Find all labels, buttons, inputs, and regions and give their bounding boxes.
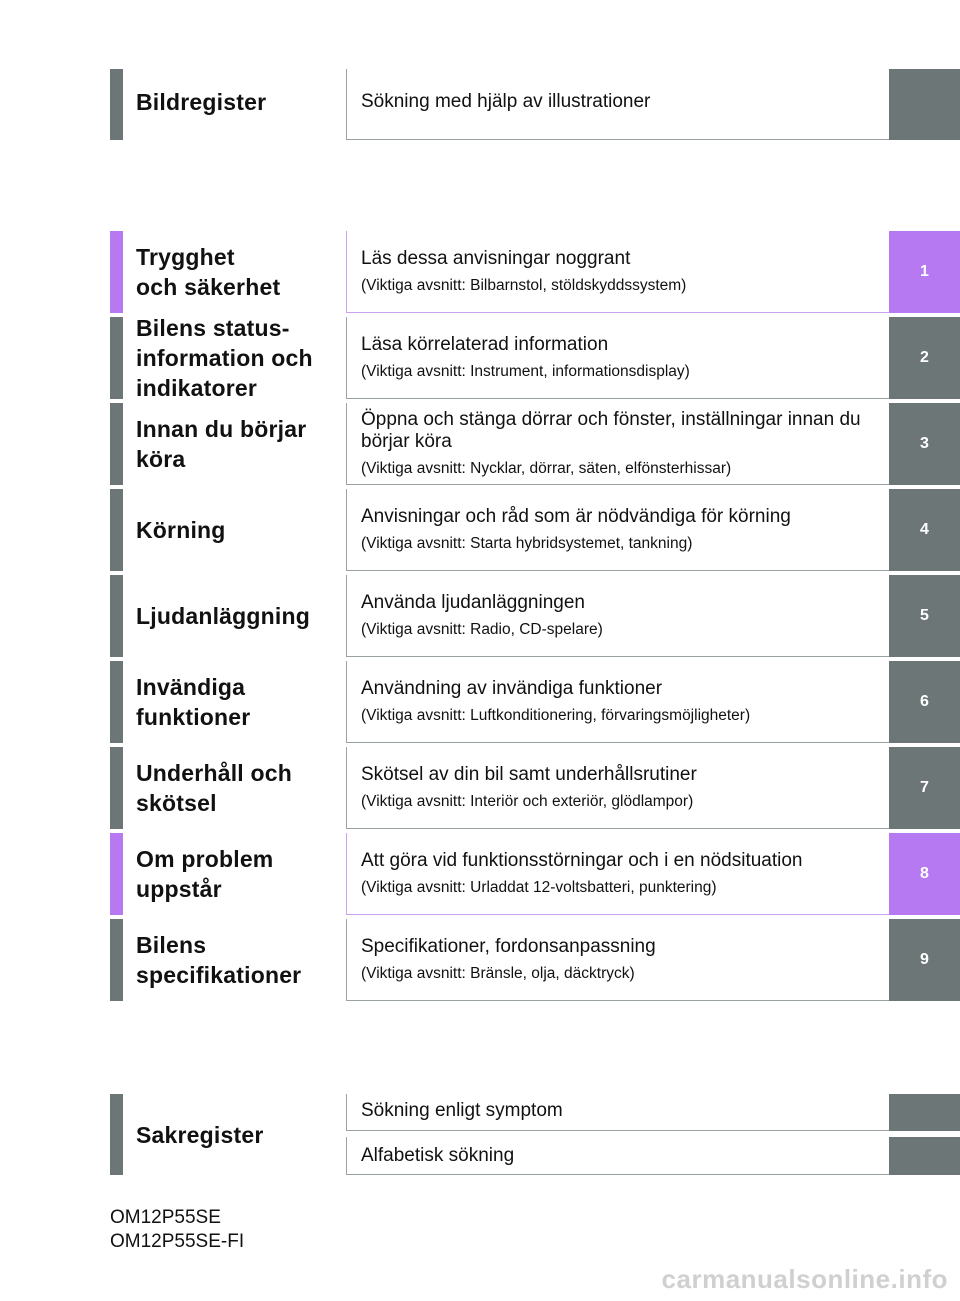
row-accent-bar — [110, 69, 123, 140]
chapter-main-text: Öppna och stänga dörrar och fönster, inställningar innan du börjar köra — [361, 408, 861, 452]
chapter-key-sections: (Viktiga avsnitt: Instrument, informationsdisplay) — [361, 362, 690, 380]
chapter-row-4[interactable] — [0, 489, 960, 571]
chapter-row-2[interactable] — [0, 317, 960, 399]
chapter-description-cell — [346, 489, 889, 571]
symptom-search-link[interactable]: Sökning enligt symptom — [346, 1094, 889, 1131]
chapter-title: Trygghet och säkerhet — [136, 244, 281, 300]
chapter-description-cell — [346, 231, 889, 313]
chapter-row-1[interactable] — [0, 231, 960, 313]
row-accent-bar — [110, 403, 123, 485]
document-codes — [110, 1206, 244, 1254]
chapter-main-text: Specifikationer, fordonsanpassning — [361, 935, 656, 957]
chapter-tab[interactable]: 6 — [889, 661, 960, 743]
chapter-key-sections: (Viktiga avsnitt: Urladdat 12-voltsbatteri, punktering) — [361, 878, 717, 896]
picture-index-title: Bildregister — [136, 89, 267, 115]
chapter-main-text: Läs dessa anvisningar noggrant — [361, 247, 631, 269]
chapter-title: Innan du börjar köra — [136, 416, 307, 472]
chapter-description-cell — [346, 919, 889, 1001]
chapter-key-sections: (Viktiga avsnitt: Bränsle, olja, däcktryck) — [361, 964, 635, 982]
document-code-secondary: OM12P55SE-FI — [110, 1231, 245, 1252]
chapter-key-sections: (Viktiga avsnitt: Bilbarnstol, stöldskyddssystem) — [361, 276, 687, 294]
chapter-tab[interactable]: 4 — [889, 489, 960, 571]
row-accent-bar — [110, 747, 123, 829]
row-accent-bar — [110, 575, 123, 657]
chapter-key-sections: (Viktiga avsnitt: Interiör och exteriör, glödlampor) — [361, 792, 694, 810]
chapter-description-cell — [346, 833, 889, 915]
chapter-main-text: Skötsel av din bil samt underhållsrutiner — [361, 763, 697, 785]
alphabetical-search-link[interactable]: Alfabetisk sökning — [346, 1137, 889, 1175]
watermark: carmanualsonline.info — [661, 1264, 948, 1294]
chapter-key-sections: (Viktiga avsnitt: Nycklar, dörrar, säten, elfönsterhissar) — [361, 459, 732, 477]
chapter-description-cell — [346, 403, 889, 485]
picture-index-description-cell — [346, 69, 889, 140]
symptom-search-tab[interactable] — [889, 1094, 960, 1131]
chapter-tab[interactable]: 3 — [889, 403, 960, 485]
document-code-primary: OM12P55SE — [110, 1207, 221, 1228]
chapter-row-8[interactable] — [0, 833, 960, 915]
chapter-title: Om problem uppstår — [136, 846, 274, 902]
chapter-description-cell — [346, 661, 889, 743]
row-accent-bar — [110, 919, 123, 1001]
picture-index-tab[interactable] — [889, 69, 960, 140]
chapter-main-text: Att göra vid funktionsstörningar och i en nödsituation — [361, 849, 803, 871]
chapter-key-sections: (Viktiga avsnitt: Luftkonditionering, förvaringsmöjligheter) — [361, 706, 751, 724]
chapter-description-cell — [346, 317, 889, 399]
picture-index-description: Sökning med hjälp av illustrationer — [361, 91, 651, 112]
chapter-main-text: Läsa körrelaterad information — [361, 333, 609, 355]
row-accent-bar — [110, 661, 123, 743]
subject-index-row — [0, 1094, 960, 1175]
chapter-main-text: Användning av invändiga funktioner — [361, 677, 663, 699]
row-accent-bar — [110, 1094, 123, 1175]
row-accent-bar — [110, 833, 123, 915]
alphabetical-search-tab[interactable] — [889, 1137, 960, 1175]
chapter-main-text: Använda ljudanläggningen — [361, 591, 585, 613]
chapter-tab[interactable]: 8 — [889, 833, 960, 915]
chapter-tab[interactable]: 1 — [889, 231, 960, 313]
chapter-title: Underhåll och skötsel — [136, 760, 292, 816]
chapter-main-text: Anvisningar och råd som är nödvändiga för körning — [361, 505, 791, 527]
chapter-title: Invändiga funktioner — [136, 674, 251, 730]
chapter-title: Bilens status- information och indikatorer — [136, 315, 313, 401]
chapter-row-3[interactable] — [0, 403, 960, 485]
chapter-tab[interactable]: 5 — [889, 575, 960, 657]
chapter-row-7[interactable] — [0, 747, 960, 829]
chapter-tab[interactable]: 7 — [889, 747, 960, 829]
chapter-tab[interactable]: 2 — [889, 317, 960, 399]
row-accent-bar — [110, 317, 123, 399]
row-accent-bar — [110, 489, 123, 571]
chapter-description-cell — [346, 747, 889, 829]
chapter-title: Bilens specifikationer — [136, 932, 302, 988]
chapter-row-6[interactable] — [0, 661, 960, 743]
subject-index-title: Sakregister — [136, 1121, 264, 1148]
row-accent-bar — [110, 231, 123, 313]
chapter-description-cell — [346, 575, 889, 657]
picture-index-row[interactable] — [0, 69, 960, 140]
chapter-key-sections: (Viktiga avsnitt: Starta hybridsystemet, tankning) — [361, 534, 693, 552]
chapter-row-9[interactable] — [0, 919, 960, 1001]
chapter-title: Ljudanläggning — [136, 603, 310, 629]
chapter-title: Körning — [136, 517, 226, 543]
chapter-tab[interactable]: 9 — [889, 919, 960, 1001]
chapter-key-sections: (Viktiga avsnitt: Radio, CD-spelare) — [361, 620, 603, 638]
chapter-row-5[interactable] — [0, 575, 960, 657]
